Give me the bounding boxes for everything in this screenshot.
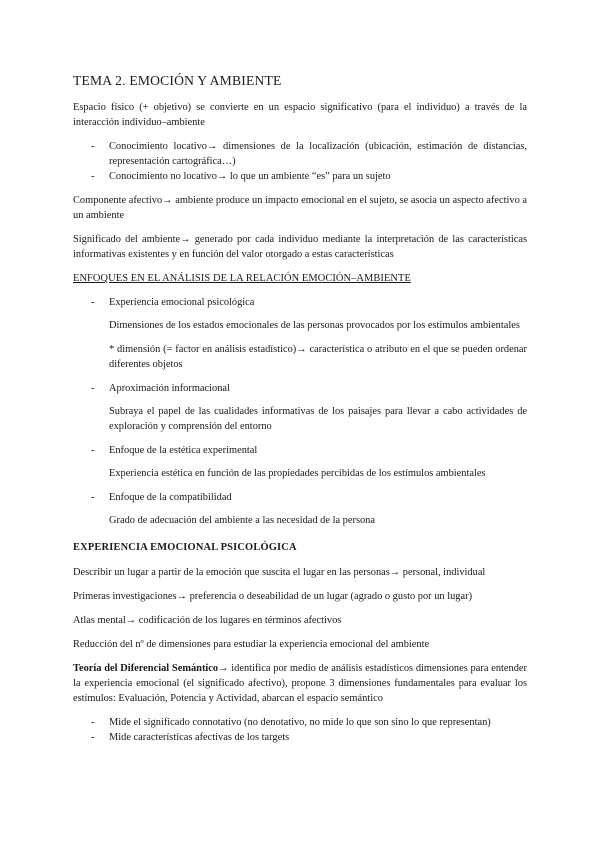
enfoque-item bbox=[73, 490, 527, 505]
dash-marker: - bbox=[91, 297, 95, 308]
intro-bullet-list bbox=[73, 139, 527, 184]
enfoque-text: * dimensión (= factor en análisis estadístico)→ característica o atributo en el que se pueden ordenar diferentes objetos bbox=[109, 344, 527, 370]
experiencia-paragraph: Describir un lugar a partir de la emoción que suscita el lugar en las personas→ personal, individual bbox=[73, 567, 486, 578]
enfoque-item bbox=[73, 443, 527, 458]
componente-paragraph: Componente afectivo→ ambiente produce un impacto emocional en el sujeto, se asocia un aspecto afectivo a un ambiente bbox=[73, 195, 527, 221]
dash-marker: - bbox=[91, 383, 95, 394]
enfoque-title: Enfoque de la estética experimental bbox=[109, 445, 258, 456]
enfoque-item bbox=[73, 381, 527, 396]
section-heading-experiencia: EXPERIENCIA EMOCIONAL PSICOLÓGICA bbox=[73, 542, 297, 553]
enfoque-title: Enfoque de la compatibilidad bbox=[109, 492, 232, 503]
teoria-definition: identifica por medio de análisis estadísticos dimensiones para entender la experiencia emocional (el significado afectivo), propone 3 dimensiones fundamentales para evaluar los estímulos: Evaluación, Potencia y Actividad, abarcan el espacio semántico bbox=[73, 663, 527, 704]
teoria-term: Teoría del Diferencial Semántico→ bbox=[73, 663, 229, 674]
teoria-bullet-list bbox=[73, 715, 527, 745]
enfoque-title: Experiencia emocional psicológica bbox=[109, 297, 255, 308]
section-heading-enfoques: ENFOQUES EN EL ANÁLISIS DE LA RELACIÓN EMOCIÓN–AMBIENTE bbox=[73, 273, 411, 284]
list-item: - Mide características afectivas de los targets bbox=[73, 730, 527, 745]
enfoque-text: Experiencia estética en función de las propiedades percibidas de los estímulos ambientales bbox=[109, 468, 486, 479]
experiencia-paragraph: Reducción del nº de dimensiones para estudiar la experiencia emocional del ambiente bbox=[73, 639, 430, 650]
document-title: TEMA 2. EMOCIÓN Y AMBIENTE bbox=[73, 73, 282, 88]
teoria-paragraph bbox=[73, 661, 527, 706]
dash-marker: - bbox=[91, 492, 95, 503]
experiencia-paragraph: Atlas mental→ codificación de los lugares en términos afectivos bbox=[73, 615, 342, 626]
intro-paragraph: Espacio físico (+ objetivo) se convierte en un espacio significativo (para el individuo) a través de la interacción individuo–ambiente bbox=[73, 102, 527, 128]
list-item: - Conocimiento no locativo→ lo que un ambiente “es” para un sujeto bbox=[73, 169, 527, 184]
document-page bbox=[73, 72, 527, 754]
enfoque-text: Subraya el papel de las cualidades informativas de los paisajes para llevar a cabo actividades de exploración y comprensión del entorno bbox=[109, 406, 527, 432]
enfoque-item bbox=[73, 295, 527, 310]
enfoque-text: Grado de adecuación del ambiente a las necesidad de la persona bbox=[109, 515, 375, 526]
list-item: - Conocimiento locativo→ dimensiones de la localización (ubicación, estimación de distancias, representación cartográfica…) bbox=[73, 139, 527, 169]
dash-marker: - bbox=[91, 445, 95, 456]
enfoque-text: Dimensiones de los estados emocionales de las personas provocados por los estímulos ambientales bbox=[109, 320, 520, 331]
enfoque-title: Aproximación informacional bbox=[109, 383, 230, 394]
experiencia-paragraph: Primeras investigaciones→ preferencia o deseabilidad de un lugar (agrado o gusto por un lugar) bbox=[73, 591, 473, 602]
significado-paragraph: Significado del ambiente→ generado por cada individuo mediante la interpretación de las características informativas existentes y en función del valor otorgado a estas características bbox=[73, 234, 527, 260]
list-item: - Mide el significado connotativo (no denotativo, no mide lo que son sino lo que representan) bbox=[73, 715, 527, 730]
